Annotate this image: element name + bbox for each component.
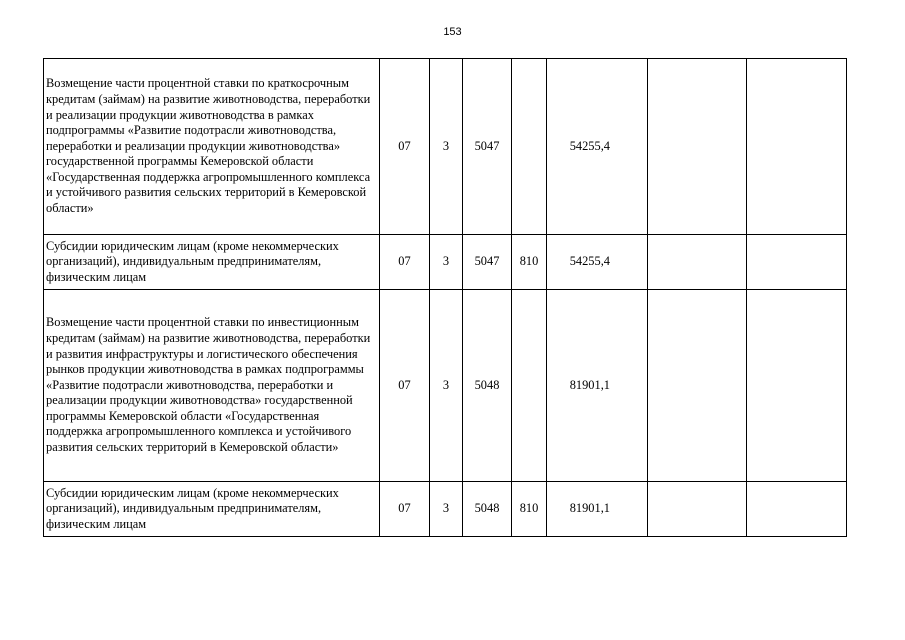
row-col8: [747, 59, 847, 235]
row-amount: 54255,4: [547, 59, 648, 235]
row-amount: 81901,1: [547, 482, 648, 537]
table-row: [44, 290, 847, 482]
row-col7: [648, 290, 747, 482]
row-col8: [747, 482, 847, 537]
table-row: [44, 235, 847, 290]
row-subsection: 3: [430, 290, 463, 482]
row-target-code: 5047: [463, 235, 512, 290]
row-description: Субсидии юридическим лицам (кроме некоммерческих организаций), индивидуальным предпринимателям, физическим лицам: [44, 235, 380, 290]
row-expense-type: [512, 59, 547, 235]
table-row: [44, 482, 847, 537]
row-col7: [648, 59, 747, 235]
row-expense-type: 810: [512, 482, 547, 537]
row-col7: [648, 235, 747, 290]
row-target-code: 5048: [463, 290, 512, 482]
table-row: [44, 59, 847, 235]
row-target-code: 5048: [463, 482, 512, 537]
row-amount: 81901,1: [547, 290, 648, 482]
row-expense-type: [512, 290, 547, 482]
budget-table: [43, 58, 847, 537]
row-description: Возмещение части процентной ставки по инвестиционным кредитам (займам) на развитие животноводства, переработки и развития инфраструктуры и логистического обеспечения рынков продукции животноводства в рамках подпрограммы «Развитие подотрасли животноводства, переработки и реализации продукции животноводства» государственной программы Кемеровской области «Государственная поддержка агропромышленного комплекса и устойчивого развития сельских территорий в Кемеровской области»: [44, 290, 380, 482]
row-subsection: 3: [430, 235, 463, 290]
row-col8: [747, 290, 847, 482]
row-section: 07: [380, 290, 430, 482]
row-target-code: 5047: [463, 59, 512, 235]
row-section: 07: [380, 235, 430, 290]
row-amount: 54255,4: [547, 235, 648, 290]
row-section: 07: [380, 482, 430, 537]
row-section: 07: [380, 59, 430, 235]
row-description: Субсидии юридическим лицам (кроме некоммерческих организаций), индивидуальным предпринимателям, физическим лицам: [44, 482, 380, 537]
row-subsection: 3: [430, 482, 463, 537]
row-col7: [648, 482, 747, 537]
row-subsection: 3: [430, 59, 463, 235]
row-expense-type: 810: [512, 235, 547, 290]
page-number: 153: [443, 26, 462, 38]
row-description: Возмещение части процентной ставки по краткосрочным кредитам (займам) на развитие животноводства, переработки и реализации продукции животноводства в рамках подпрограммы «Развитие подотрасли животноводства, переработки и реализации продукции животноводства» государственной программы Кемеровской области «Государственная поддержка агропромышленного комплекса и устойчивого развития сельских территорий в Кемеровской области»: [44, 59, 380, 235]
row-col8: [747, 235, 847, 290]
